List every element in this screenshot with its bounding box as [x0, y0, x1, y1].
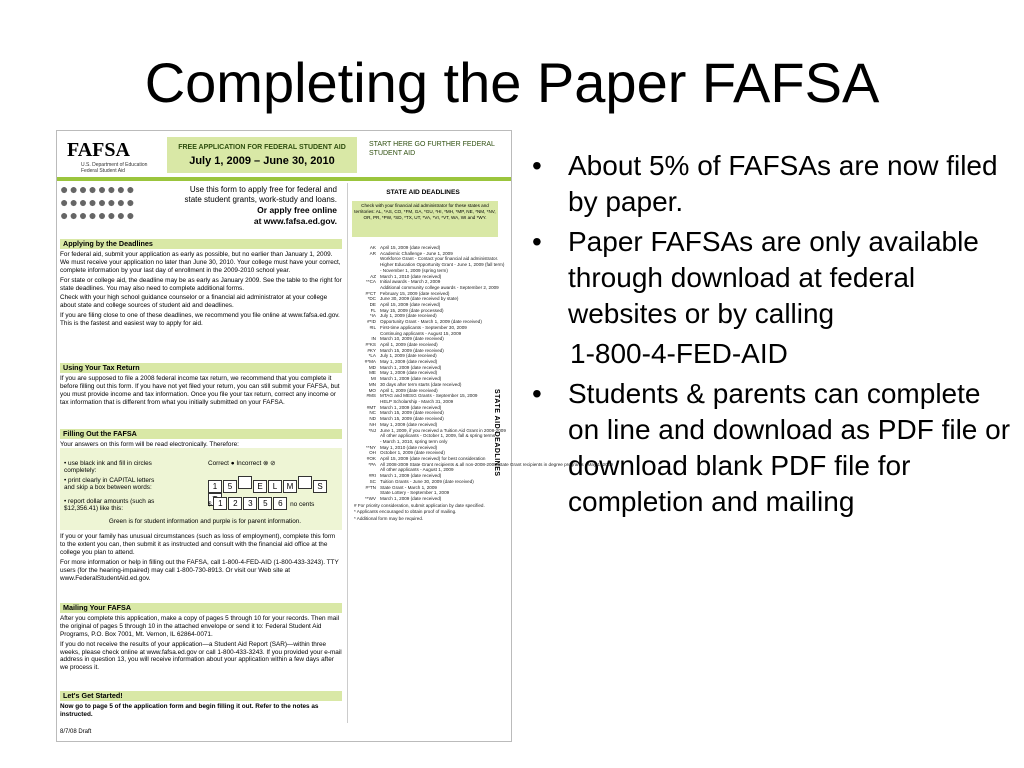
state-deadline-text: May 1, 2009 (date received): [380, 359, 438, 365]
state-deadline-text: April 1, 2009 (date received): [380, 341, 438, 347]
state-code: #*MA: [364, 359, 376, 365]
dot-pattern-graphic: ●●●●●●●● ●●●●●●●● ●●●●●●●●: [60, 181, 136, 223]
state-deadline-text: May 1, 2010 (date received): [380, 444, 438, 450]
state-code: NC: [369, 410, 376, 416]
state-deadline-text: All 2008-2009 State Grant recipients & all non-2008-2009 State Grant recipients in degree programs - May 1, 2009: [380, 461, 613, 467]
state-code: MI: [370, 376, 376, 382]
form-intro: [173, 185, 337, 227]
state-deadline-text: Initial awards - March 2, 2009: [380, 279, 441, 285]
check-circle-icon: ⊗ ⊘: [263, 460, 276, 467]
section-header: Mailing Your FAFSA: [60, 603, 342, 613]
state-code: #*KS: [365, 341, 376, 347]
correct-label: Correct: [208, 460, 229, 467]
state-code: DE: [369, 302, 376, 308]
state-deadline-text: March 1, 2009 (date received): [380, 495, 442, 501]
bullet-list: [530, 148, 1014, 524]
paragraph: Check with your high school guidance counselor or a financial aid administrator at your college about state and college sources of student aid and deadlines.: [60, 294, 328, 310]
state-code: #*CT: [365, 290, 376, 296]
state-code: **WV: [365, 495, 376, 501]
intro-text: Use this form to apply free for federal and state student grants, work-study and loans.: [184, 185, 337, 204]
state-deadline-text: May 1, 2009 (date received): [380, 421, 438, 427]
state-deadline-text: State Lottery - September 1, 2009: [380, 490, 450, 496]
section-filling-out-more: [60, 533, 342, 584]
intro-online: Or apply free online: [257, 205, 337, 215]
paragraph: After you complete this application, make a copy of pages 5 through 10 for your records. Then mail the original of pages 5 through 10 in the attached envelope or send it to: Federal Student Aid Programs, P.O. Box 7001, Mt. Vernon, IL 62864-0071.: [60, 614, 340, 638]
state-code: AK: [369, 245, 376, 250]
draft-date: 8/7/08 Draft: [60, 729, 92, 735]
state-deadline-text: All other applicants - August 1, 2009: [380, 467, 454, 473]
state-code: *DC: [367, 296, 376, 302]
state-deadline-text: Opportunity Grant - March 1, 2009 (date received): [380, 319, 482, 325]
section-header: Let's Get Started!: [60, 691, 342, 701]
state-code: IN: [371, 336, 376, 342]
state-footnote: * Additional form may be required.: [354, 516, 424, 522]
no-cents-label: no cents: [290, 501, 315, 508]
bullet-text: Students & parents can complete on line and download as PDF file or download blank PDF file for completion and mailing: [568, 378, 1011, 517]
capital-letter-example: 1 5 E L M S: [208, 476, 342, 506]
state-code: ME: [369, 370, 376, 376]
paragraph: Your answers on this form will be read electronically. Therefore:: [60, 440, 239, 448]
paragraph: For state or college aid, the deadline may be as early as January 2009. See the table to the right for state deadlines. You may also need to complete additional forms.: [60, 276, 342, 292]
state-code: FL: [370, 307, 376, 313]
state-deadline-text: March 1, 2009 (date received): [380, 473, 442, 479]
dollar-example: $ 1 2 3 5 6 no cents: [208, 499, 315, 508]
state-footnote: * Applicants encouraged to obtain proof of mailing.: [354, 509, 457, 515]
state-deadline-list: [354, 245, 613, 522]
state-code: **CA: [366, 279, 376, 285]
fill-rule-dollars: • report dollar amounts (such as $12,356.41) like this:: [64, 498, 155, 513]
state-code: #MS: [366, 393, 376, 399]
intro-site: at www.fafsa.ed.gov.: [253, 216, 337, 226]
form-banner: [167, 137, 357, 173]
section-tax-return: [60, 363, 342, 409]
paragraph: If you are supposed to file a 2008 federal income tax return, we recommend that you complete it before filling out this form. If you have not yet filed your return, you can still submit your FAFSA, but you must provide income and tax information. Once you file your tax return, correct any income or tax information that is different from what you initially submitted on your FAFSA.: [60, 374, 340, 406]
state-deadline-text: May 1, 2009 (date received): [380, 370, 438, 376]
state-deadline-text: March 15, 2009 (date received): [380, 347, 444, 353]
section-mailing: [60, 603, 342, 674]
state-note-box: Check with your financial aid administrator for these states and territories: AL, *AS, CO, *FM, GA, *GU, *HI, *MH, *MP, NE, *NM, *NV, OR, PR, *PW, *SD, *TX, UT, *VA, *VI, *VT, WA, WI and *WY.: [352, 201, 498, 237]
state-deadline-text: Tuition Grants - June 30, 2009 (date received): [380, 478, 474, 484]
paragraph: Now go to page 5 of the application form and begin filling it out. Refer to the notes as instructed.: [60, 702, 319, 718]
bullet-item: • About 5% of FAFSAs are now filed by paper.: [532, 150, 998, 217]
banner-title: FREE APPLICATION FOR FEDERAL STUDENT AID: [178, 144, 346, 151]
state-deadline-text: State Grant - March 1, 2009: [380, 484, 437, 490]
section-header: Applying by the Deadlines: [60, 239, 342, 249]
state-deadline-text: February 15, 2009 (date received): [380, 290, 450, 296]
state-deadline-text: - March 1, 2010, spring term only: [380, 438, 448, 444]
state-code: *NJ: [368, 427, 376, 433]
go-further-logo: START HERE GO FURTHER FEDERAL STUDENT AID: [369, 141, 495, 157]
state-deadline-text: March 1, 2010 (date received): [380, 273, 442, 279]
color-key-note: Green is for student information and purple is for parent information.: [108, 518, 302, 525]
state-deadline-text: Additional community college awards - September 2, 2009: [380, 284, 499, 290]
fafsa-logo: FAFSA: [67, 139, 130, 161]
state-code: *PA: [368, 461, 376, 467]
phone-number: 1-800-4-FED-AID: [570, 338, 788, 369]
state-code: #RI: [368, 473, 376, 479]
state-row: [354, 496, 502, 502]
state-deadline-text: March 1, 2009 (date received): [380, 404, 442, 410]
state-footnote: # For priority consideration, submit application by date specified.: [354, 502, 485, 508]
state-deadline-text: 30 days after term starts (date received): [380, 381, 462, 387]
state-vertical-label: STATE AID DEADLINES: [493, 389, 500, 477]
section-get-started: [60, 691, 342, 721]
fill-instructions-box: [60, 448, 342, 530]
state-deadline-text: Academic Challenge - June 1, 2009: [380, 250, 453, 256]
section-header: Using Your Tax Return: [60, 363, 342, 373]
state-code: **NY: [366, 444, 376, 450]
form-header: [57, 131, 511, 181]
state-deadline-text: June 30, 2009 (date received by state): [380, 296, 459, 302]
state-deadline-text: July 1, 2009 (date received): [380, 353, 437, 359]
state-deadline-text: April 15, 2009 (date received) for best consideration: [380, 456, 486, 462]
section-header: Filling Out the FAFSA: [60, 429, 342, 439]
state-deadline-text: March 15, 2009 (date received): [380, 416, 444, 422]
bullet-item: • Paper FAFSAs are only available through download at federal websites or by calling: [532, 226, 979, 329]
state-code: NH: [369, 421, 376, 427]
banner-dates: July 1, 2009 – June 30, 2010: [189, 155, 335, 167]
incorrect-label: Incorrect: [236, 460, 262, 467]
slide-title: Completing the Paper FAFSA: [144, 51, 880, 114]
state-code: #KY: [367, 347, 376, 353]
bullet-item: • Students & parents can complete on line and download as PDF file or download blank PDF file for completion and mailing: [532, 378, 1011, 517]
state-deadlines-panel: [347, 183, 613, 723]
state-deadline-text: March 1, 2009 (date received): [380, 376, 442, 382]
state-deadline-text: June 1, 2009, if you received a Tuition Aid Grant in 2008-2009: [380, 427, 506, 433]
state-code: #*ID: [367, 319, 376, 325]
state-deadline-text: First-time applicants - September 30, 2009: [380, 324, 467, 330]
paragraph: If you or your family has unusual circumstances (such as loss of employment), complete this form to the extent you can, then submit it as instructed and consult with the financial aid office at the college you plan to attend.: [60, 533, 336, 556]
state-deadline-text: All other applicants - October 1, 2009, fall & spring terms: [380, 433, 496, 439]
state-deadline-text: April 1, 2009 (date received): [380, 387, 438, 393]
state-deadline-text: May 15, 2009 (date processed): [380, 307, 444, 313]
state-code: MD: [368, 364, 376, 370]
state-deadline-text: Workforce Grant - Contact your financial aid administrator.: [380, 256, 499, 262]
state-code: OH: [369, 450, 376, 456]
state-deadline-text: HELP Scholarship - March 31, 2009: [380, 398, 454, 404]
paragraph: If you do not receive the results of your application—a Student Aid Report (SAR)—within three weeks, please check online at www.fafsa.ed.gov or call 1-800-433-3243. If you provided your e-mail address in question 13, you will receive information about your application within a few days after we process it.: [60, 640, 342, 672]
state-deadline-text: April 15, 2009 (date received): [380, 245, 441, 250]
state-deadline-text: Higher Education Opportunity Grant - June 1, 2009 (fall term): [380, 262, 505, 268]
state-deadline-text: Continuing applicants - August 15, 2009: [380, 330, 462, 336]
state-code: AZ: [370, 273, 376, 279]
paragraph: For more information or help in filling out the FAFSA, call 1-800-4-FED-AID (1-800-433-3243). TTY users (for the hearing-impaired) may call 1-800-730-8913. Or visit our Web site at www.FederalStudentAid.ed.gov.: [60, 558, 339, 582]
state-deadline-text: October 1, 2009 (date received): [380, 450, 445, 456]
state-deadline-text: March 10, 2009 (date received): [380, 336, 444, 342]
state-code: #MT: [366, 404, 376, 410]
state-code: SC: [369, 478, 376, 484]
state-deadline-text: April 15, 2009 (date received): [380, 302, 441, 308]
state-deadline-text: MTAG and MESG Grants - September 15, 2009: [380, 393, 478, 399]
state-deadline-text: March 15, 2009 (date received): [380, 410, 444, 416]
filled-circle-icon: ●: [230, 460, 235, 467]
state-code: #OK: [366, 456, 376, 462]
fill-rule-ink: • use black ink and fill in circles completely:: [64, 460, 152, 475]
logo-subtitle: U.S. Department of Education Federal Student Aid: [81, 162, 148, 174]
fafsa-form-image: [56, 130, 613, 742]
state-code: MO: [368, 387, 376, 393]
fill-rule-capitals: • print clearly in CAPITAL letters and skip a box between words:: [64, 477, 155, 492]
state-code: ND: [369, 416, 376, 422]
section-deadlines: [60, 239, 342, 330]
state-code: *LA: [368, 353, 376, 359]
bullet-text: Paper FAFSAs are only available through download at federal websites or by calling: [568, 226, 979, 329]
state-deadline-text: March 1, 2009 (date received): [380, 364, 442, 370]
state-code: #IL: [369, 324, 376, 330]
state-code: AR: [369, 250, 376, 256]
bullet-text: About 5% of FAFSAs are now filed by paper.: [568, 150, 998, 217]
paragraph: If you are filing close to one of these deadlines, we recommend you file online at www.fafsa.ed.gov. This is the fastest and easiest way to apply for aid.: [60, 312, 340, 328]
state-title: STATE AID DEADLINES: [386, 189, 460, 196]
paragraph: For federal aid, submit your application as early as possible, but no earlier than January 1, 2009. We must receive your application no later than June 30, 2010. Your college must have your correct, complete information by your last day of enrollment in the 2009-2010 school year.: [60, 250, 341, 274]
state-deadline-text: - November 1, 2009 (spring term): [380, 267, 448, 273]
state-code: #*TN: [365, 484, 376, 490]
state-code: MN: [368, 381, 376, 387]
state-code: *IA: [369, 313, 376, 319]
state-deadline-text: July 1, 2009 (date received): [380, 313, 437, 319]
